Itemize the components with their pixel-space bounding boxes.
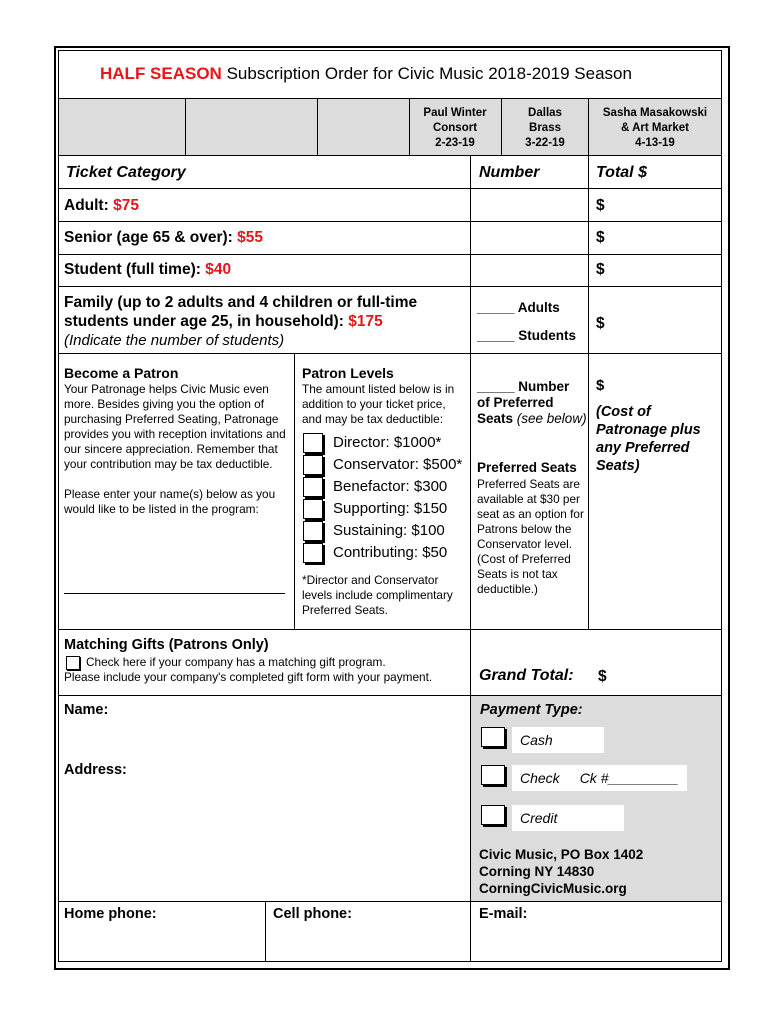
- number-blank: _____ Number: [477, 379, 570, 394]
- level-director[interactable]: [303, 432, 473, 454]
- student-row: [64, 261, 231, 279]
- mailing-address-line: Corning NY 14830: [479, 864, 595, 879]
- family-label: Family (up to 2 adults and 4 children or full-time: [64, 294, 418, 311]
- levels-footnote: *Director and Conservator levels include complimentary Preferred Seats.: [302, 573, 453, 617]
- family-label: students under age 25, in household):: [64, 313, 349, 330]
- preferred-seats-text: Preferred Seats are available at $30 per seat as an option for Patrons below the Conservator level. (Cost of Preferred Seats is not tax deductible.): [477, 477, 584, 596]
- patron-name-line[interactable]: [64, 593, 285, 594]
- website: CorningCivicMusic.org: [479, 881, 627, 896]
- matching-gift-note: Please include your company's completed gift form with your payment.: [64, 670, 433, 684]
- checkbox[interactable]: [303, 455, 323, 475]
- checkbox[interactable]: [303, 499, 323, 519]
- credit-checkbox[interactable]: [481, 805, 505, 825]
- level-label: Supporting: $150: [333, 500, 448, 517]
- cash-checkbox[interactable]: [481, 727, 505, 747]
- cell-phone-field[interactable]: [360, 904, 465, 959]
- concert-name: Consort: [432, 122, 478, 134]
- number-of-label: of Preferred: [477, 395, 554, 410]
- student-label: Student (full time):: [64, 261, 206, 278]
- email-label: E-mail:: [479, 906, 528, 922]
- concert-name: & Art Market: [621, 122, 689, 134]
- level-label: Conservator: $500*: [333, 456, 463, 473]
- senior-price: $55: [237, 229, 264, 246]
- concert-sasha-masakowski: [589, 106, 721, 151]
- see-below-note: (see below): [516, 411, 587, 426]
- patron-levels-section: [302, 365, 468, 427]
- address-field[interactable]: [150, 760, 465, 900]
- family-price: $175: [348, 313, 383, 330]
- concert-name: Dallas: [528, 107, 562, 119]
- cash-option[interactable]: Cash: [512, 727, 604, 753]
- form-title: [100, 64, 700, 84]
- concert-name: Sasha Masakowski: [602, 107, 708, 119]
- adult-label: Adult:: [64, 197, 114, 214]
- title-highlight: HALF SEASON: [100, 64, 222, 83]
- title-text: Subscription Order for Civic Music 2018-2019 Season: [221, 64, 632, 83]
- patron-total-note: (Cost of Patronage plus any Preferred Seats): [596, 404, 701, 474]
- student-number-field[interactable]: [471, 255, 588, 286]
- adult-number-field[interactable]: [471, 189, 588, 221]
- level-benefactor[interactable]: [303, 476, 473, 498]
- family-note: (Indicate the number of students): [64, 332, 285, 349]
- patron-description: Your Patronage helps Civic Music even more. Besides giving you the option of purchasing Preferred Seating, Patronage provides you with reception invitations and our sincere appreciation. Remember that your contribution may be tax deductible.: [64, 382, 286, 471]
- concert-date: 4-13-19: [635, 137, 675, 149]
- student-price: $40: [205, 261, 232, 278]
- family-total-field[interactable]: $: [596, 315, 605, 332]
- check-checkbox[interactable]: [481, 765, 505, 785]
- level-supporting[interactable]: [303, 498, 473, 520]
- checkbox[interactable]: [303, 477, 323, 497]
- level-label: Sustaining: $100: [333, 522, 445, 539]
- home-phone-label: Home phone:: [64, 906, 157, 922]
- level-contributing[interactable]: [303, 542, 473, 564]
- senior-total-field[interactable]: $: [596, 229, 605, 246]
- concert-date: 2-23-19: [435, 137, 475, 149]
- number-header: Number: [479, 164, 540, 181]
- cell-phone-label: Cell phone:: [273, 906, 352, 922]
- matching-gifts-heading: Matching Gifts (Patrons Only): [64, 637, 269, 653]
- preferred-seats-heading: Preferred Seats: [477, 460, 577, 475]
- matching-gifts-section: [64, 637, 469, 685]
- name-field[interactable]: [130, 700, 465, 752]
- mailing-address: [479, 846, 643, 897]
- check-number-field: Ck #_________: [579, 770, 679, 786]
- total-header: Total $: [596, 164, 647, 181]
- level-label: Director: $1000*: [333, 434, 442, 451]
- check-option[interactable]: [512, 765, 687, 791]
- patron-levels-heading: Patron Levels: [302, 365, 394, 381]
- patron-levels-intro: The amount listed below is in addition to your ticket price, and may be tax deductible:: [302, 382, 455, 426]
- credit-option[interactable]: Credit: [512, 805, 624, 831]
- ticket-category-header: Ticket Category: [66, 164, 186, 181]
- adult-price: $75: [113, 197, 139, 214]
- senior-label: Senior (age 65 & over):: [64, 229, 238, 246]
- grand-total-field[interactable]: $: [598, 668, 607, 685]
- matching-gift-checkbox[interactable]: [66, 656, 80, 670]
- concert-date: 3-22-19: [525, 137, 565, 149]
- mailing-address-line: Civic Music, PO Box 1402: [479, 847, 644, 862]
- level-sustaining[interactable]: [303, 520, 473, 542]
- preferred-seats-info: [477, 460, 587, 597]
- check-label: Check: [520, 770, 560, 786]
- concert-paul-winter: [410, 106, 500, 151]
- checkbox[interactable]: [303, 521, 323, 541]
- preferred-seats-number[interactable]: [477, 379, 587, 427]
- concert-name: Paul Winter: [423, 107, 487, 119]
- grand-total-label: Grand Total:: [479, 667, 574, 684]
- email-field[interactable]: [535, 904, 715, 959]
- become-patron-heading: Become a Patron: [64, 365, 179, 381]
- concert-dallas-brass: [502, 106, 588, 151]
- level-label: Benefactor: $300: [333, 478, 448, 495]
- student-total-field[interactable]: $: [596, 261, 605, 278]
- home-phone-field[interactable]: [160, 904, 260, 959]
- name-label: Name:: [64, 702, 109, 718]
- address-label: Address:: [64, 762, 127, 778]
- senior-row: [64, 229, 263, 247]
- family-row: [64, 293, 464, 350]
- adult-row: [64, 197, 139, 215]
- payment-type-heading: Payment Type:: [480, 702, 583, 718]
- level-conservator[interactable]: [303, 454, 473, 476]
- matching-gift-check-label: Check here if your company has a matching gift program.: [86, 655, 386, 669]
- adult-total-field[interactable]: $: [596, 197, 605, 214]
- seats-label: Seats: [477, 411, 517, 426]
- level-label: Contributing: $50: [333, 544, 448, 561]
- become-patron-section: [64, 365, 290, 517]
- patron-total-dollar: $: [596, 377, 605, 394]
- checkbox[interactable]: [303, 543, 323, 563]
- patron-levels-list: [303, 432, 473, 564]
- senior-number-field[interactable]: [471, 222, 588, 254]
- patron-total-field[interactable]: [596, 377, 718, 475]
- family-students-field[interactable]: _____ Students: [477, 328, 577, 343]
- family-adults-field[interactable]: _____ Adults: [477, 300, 560, 315]
- checkbox[interactable]: [303, 433, 323, 453]
- patron-name-instructions: Please enter your name(s) below as you would like to be listed in the program:: [64, 487, 276, 516]
- concert-name: Brass: [529, 122, 561, 134]
